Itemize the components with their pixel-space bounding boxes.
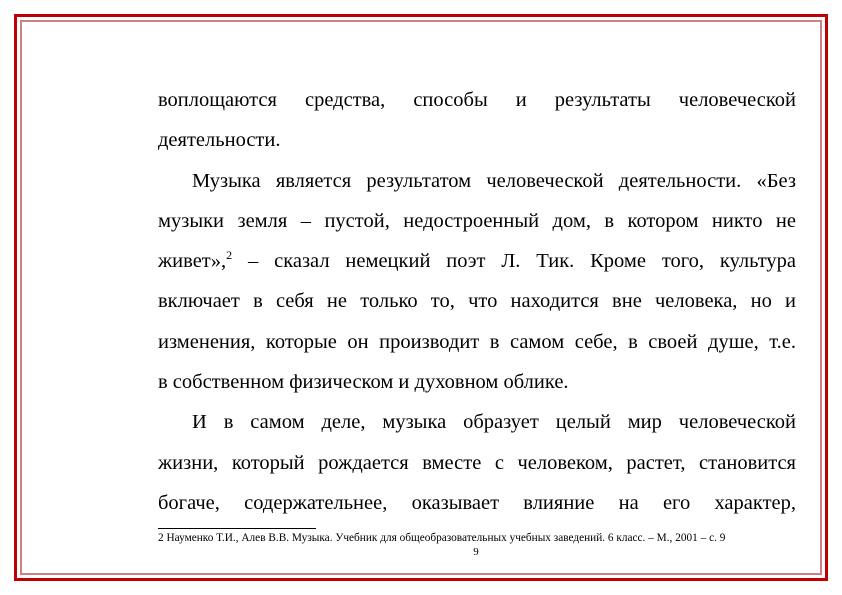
paragraph-start-line: Музыка является результатом человеческой деятельности. «Без — [192, 169, 796, 192]
footnote: 2 Науменко Т.И., Алев В.В. Музыка. Учебник для общеобразовательных учебных заведений. 6 класс. – М., 2001 – с. 9 — [158, 532, 726, 544]
text-line: жизни, который рождается вместе с человеком, растет, становится — [158, 451, 796, 474]
text-line: включает в себя не только то, что находится вне человека, но и — [158, 290, 796, 313]
footnote-reference: 2 — [226, 248, 233, 263]
text-line: в собственном физическом и духовном облике. — [158, 371, 569, 394]
text-line: воплощаются средства, способы и результаты человеческой — [158, 89, 796, 111]
body-text — [158, 80, 796, 523]
page-number: 9 — [473, 546, 479, 558]
text-line: деятельности. — [158, 129, 281, 152]
text-line-rest: – сказал немецкий поэт Л. Тик. Кроме того, культура — [248, 250, 797, 273]
footnote-separator — [158, 528, 316, 529]
text-line: музыки земля – пустой, недостроенный дом, в котором никто не — [158, 209, 796, 232]
paragraph-start-line: И в самом деле, музыка образует целый мир человеческой — [192, 411, 796, 434]
text-line: изменения, которые он производит в самом себе, в своей душе, т.е. — [158, 330, 796, 353]
text-line: богаче, содержательнее, оказывает влияние на его характер, — [158, 491, 796, 514]
text-line-with-footnote — [158, 241, 796, 281]
quote-end: живет», — [158, 250, 227, 273]
